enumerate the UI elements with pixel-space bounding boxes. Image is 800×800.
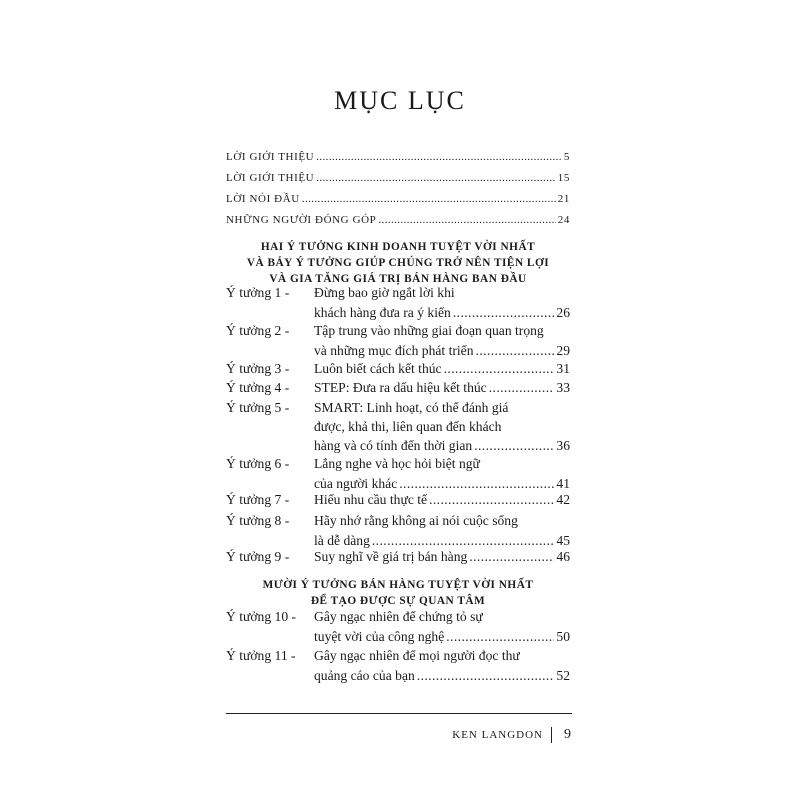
dot-leader xyxy=(453,305,555,321)
section-heading-line: VÀ BẢY Ý TƯỞNG GIÚP CHÚNG TRỞ NÊN TIỆN LỢI xyxy=(246,257,550,269)
footer-author: KEN LANGDON xyxy=(452,729,543,741)
idea-title-line: Lắng nghe và học hỏi biệt ngữ xyxy=(314,456,480,471)
section-heading-line: VÀ GIA TĂNG GIÁ TRỊ BÁN HÀNG BAN ĐẦU xyxy=(269,273,527,285)
idea-title-line: hàng và có tính đến thời gian xyxy=(314,438,473,453)
idea-label: Ý tưởng 7 - xyxy=(226,492,290,507)
idea-page: 41 xyxy=(556,476,570,491)
dot-leader xyxy=(316,172,556,184)
dot-leader xyxy=(372,533,555,549)
idea-title-line: tuyệt vời của công nghệ xyxy=(314,629,445,644)
toc-entry-page: 5 xyxy=(563,151,570,163)
idea-page: 52 xyxy=(556,668,570,683)
toc-entry-preface[interactable] xyxy=(226,193,570,205)
dot-leader xyxy=(429,492,554,508)
idea-title-line: Tập trung vào những giai đoạn quan trọng xyxy=(314,323,544,338)
footer-page-number: 9 xyxy=(564,727,572,742)
toc-entry-label: LỜI GIỚI THIỆU xyxy=(226,172,315,184)
idea-label: Ý tưởng 6 - xyxy=(226,456,290,471)
dot-leader xyxy=(489,380,555,396)
idea-title-line: Luôn biết cách kết thúc xyxy=(314,361,442,376)
dot-leader xyxy=(476,343,555,359)
idea-label: Ý tưởng 5 - xyxy=(226,400,290,415)
footer-divider xyxy=(551,727,552,743)
idea-title-line: STEP: Đưa ra dấu hiệu kết thúc xyxy=(314,380,487,395)
toc-entry-page: 15 xyxy=(557,172,570,184)
idea-title-line: được, khả thi, liên quan đến khách xyxy=(314,419,502,434)
idea-label: Ý tưởng 11 - xyxy=(226,648,296,663)
idea-page: 29 xyxy=(556,343,570,358)
section-heading-line: MƯỜI Ý TƯỞNG BÁN HÀNG TUYỆT VỜI NHẤT xyxy=(262,579,534,591)
idea-page: 33 xyxy=(556,380,570,395)
section-heading-1 xyxy=(226,239,570,287)
idea-page: 36 xyxy=(556,438,570,453)
toc-entry-label: NHỮNG NGƯỜI ĐÓNG GÓP xyxy=(226,214,377,226)
dot-leader xyxy=(316,151,562,163)
idea-title-line: SMART: Linh hoạt, có thể đánh giá xyxy=(314,400,509,415)
idea-label: Ý tưởng 4 - xyxy=(226,380,290,395)
idea-title-line: Hiểu nhu cầu thực tế xyxy=(314,492,428,507)
idea-title-line: là dễ dàng xyxy=(314,533,370,548)
idea-title-line: của người khác xyxy=(314,476,398,491)
idea-label: Ý tưởng 3 - xyxy=(226,361,290,376)
dot-leader xyxy=(444,361,555,377)
section-heading-line: ĐỂ TẠO ĐƯỢC SỰ QUAN TÂM xyxy=(310,595,486,607)
idea-title-line: và những mục đích phát triển xyxy=(314,343,474,358)
toc-entry-contributors[interactable] xyxy=(226,214,570,226)
idea-title-line: Gây ngạc nhiên để chứng tỏ sự xyxy=(314,609,483,624)
page-footer xyxy=(440,727,572,743)
idea-label: Ý tưởng 1 - xyxy=(226,285,290,300)
dot-leader xyxy=(469,549,554,565)
idea-page: 46 xyxy=(556,549,570,564)
toc-entry-label: LỜI NÓI ĐẦU xyxy=(226,193,300,205)
idea-label: Ý tưởng 8 - xyxy=(226,513,290,528)
idea-title-line: Suy nghĩ về giá trị bán hàng xyxy=(314,549,468,564)
section-heading-line: HAI Ý TƯỞNG KINH DOANH TUYỆT VỜI NHẤT xyxy=(260,241,536,253)
idea-page: 45 xyxy=(556,533,570,548)
dot-leader xyxy=(302,193,556,205)
dot-leader xyxy=(399,476,554,492)
idea-label: Ý tưởng 2 - xyxy=(226,323,290,338)
toc-entry-label: LỜI GIỚI THIỆU xyxy=(226,151,315,163)
idea-label: Ý tưởng 10 - xyxy=(226,609,297,624)
toc-entry-page: 21 xyxy=(557,193,570,205)
idea-title-line: Gây ngạc nhiên để mọi người đọc thư xyxy=(314,648,520,663)
dot-leader xyxy=(446,629,554,645)
dot-leader xyxy=(378,214,555,226)
toc-entry-introduction-1[interactable] xyxy=(226,151,570,163)
idea-title-line: quảng cáo của bạn xyxy=(314,668,415,683)
idea-page: 50 xyxy=(556,629,570,644)
idea-page: 26 xyxy=(556,305,570,320)
page-title: MỤC LỤC xyxy=(334,86,466,115)
idea-label: Ý tưởng 9 - xyxy=(226,549,290,564)
section-heading-2 xyxy=(226,577,570,609)
toc-entry-introduction-2[interactable] xyxy=(226,172,570,184)
idea-title-line: Đừng bao giờ ngắt lời khi xyxy=(314,285,455,300)
toc-entry-page: 24 xyxy=(557,214,570,226)
footer-rule xyxy=(226,713,572,714)
idea-page: 42 xyxy=(556,492,570,507)
idea-title-line: Hãy nhớ rằng không ai nói cuộc sống xyxy=(314,513,518,528)
idea-title-line: khách hàng đưa ra ý kiến xyxy=(314,305,451,320)
dot-leader xyxy=(417,668,555,684)
dot-leader xyxy=(474,438,554,454)
idea-page: 31 xyxy=(556,361,570,376)
